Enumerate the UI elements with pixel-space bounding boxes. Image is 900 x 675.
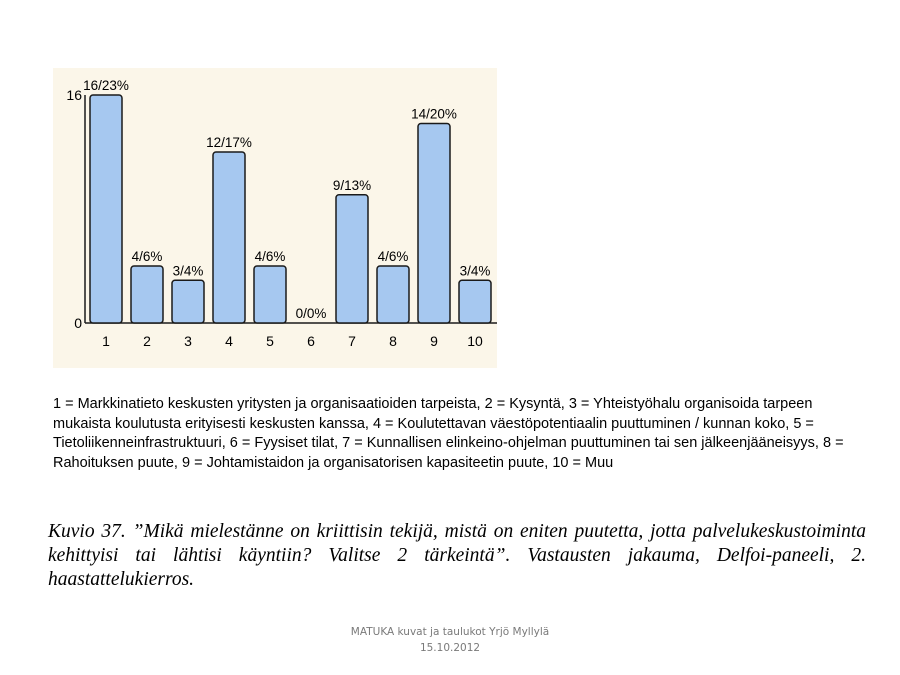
data-label: 14/20% [411, 106, 457, 122]
bar-10 [459, 280, 491, 323]
data-label: 12/17% [206, 135, 252, 150]
bar-2 [131, 266, 163, 323]
x-tick-label: 2 [143, 333, 151, 349]
data-label: 3/4% [172, 263, 204, 279]
x-tick-label: 4 [225, 333, 233, 349]
x-tick-label: 6 [307, 333, 315, 349]
data-label: 4/6% [254, 249, 286, 264]
x-tick-label: 3 [184, 333, 192, 349]
x-tick-label: 8 [389, 333, 397, 349]
x-tick-label: 5 [266, 333, 274, 349]
bar-3 [172, 280, 204, 323]
x-tick-label: 9 [430, 333, 438, 349]
category-legend: 1 = Markkinatieto keskusten yritysten ja organisaatioiden tarpeista, 2 = Kysyntä, 3 = Yhteistyöhalu organisoida tarpeen mukaista koulutusta erityisesti keskusten kanssa, 4 = Koulutettavan väestöpotentiaalin puuttuminen / kunnan koko, 5 = Tietoliikenneinfrastruktuuri, 6 = Fyysiset tilat, 7 = Kunnallisen elinkeino-ohjelman puuttuminen tai sen jälkeenjääneisyys, 8 = Rahoituksen puute, 9 = Johtamistaidon ja organisatorisen kapasiteetin puute, 10 = Muu [53, 396, 844, 471]
bar-9 [418, 124, 450, 324]
x-tick-label: 10 [467, 333, 483, 349]
data-label: 0/0% [295, 306, 327, 321]
bar-4 [213, 152, 245, 323]
x-tick-label: 7 [348, 333, 356, 349]
bar-8 [377, 266, 409, 323]
data-label: 4/6% [131, 249, 163, 264]
slide-footer [300, 624, 600, 656]
x-tick-label: 1 [102, 333, 110, 349]
y-tick-label: 16 [66, 87, 82, 103]
figure-caption: Kuvio 37. ”Mikä mielestänne on kriittisin tekijä, mistä on eniten puutetta, jotta palvelukeskustoiminta kehittyisi tai lähtisi käyntiin? Valitse 2 tärkeintä”. Vastausten jakauma, Delfoi-paneeli, 2. haastattelukierros. [48, 521, 866, 590]
data-label: 16/23% [83, 78, 129, 93]
y-tick-label: 0 [74, 315, 82, 331]
bar-1 [90, 95, 122, 323]
data-label: 9/13% [332, 177, 372, 193]
bar-chart [53, 68, 497, 368]
footer-date: 15.10.2012 [419, 642, 481, 654]
footer-author: MATUKA kuvat ja taulukot Yrjö Myllylä [350, 626, 550, 638]
data-label: 3/4% [459, 263, 491, 279]
bar-7 [336, 195, 368, 323]
bar-5 [254, 266, 286, 323]
data-label: 4/6% [377, 249, 409, 264]
chart-svg [53, 68, 497, 368]
